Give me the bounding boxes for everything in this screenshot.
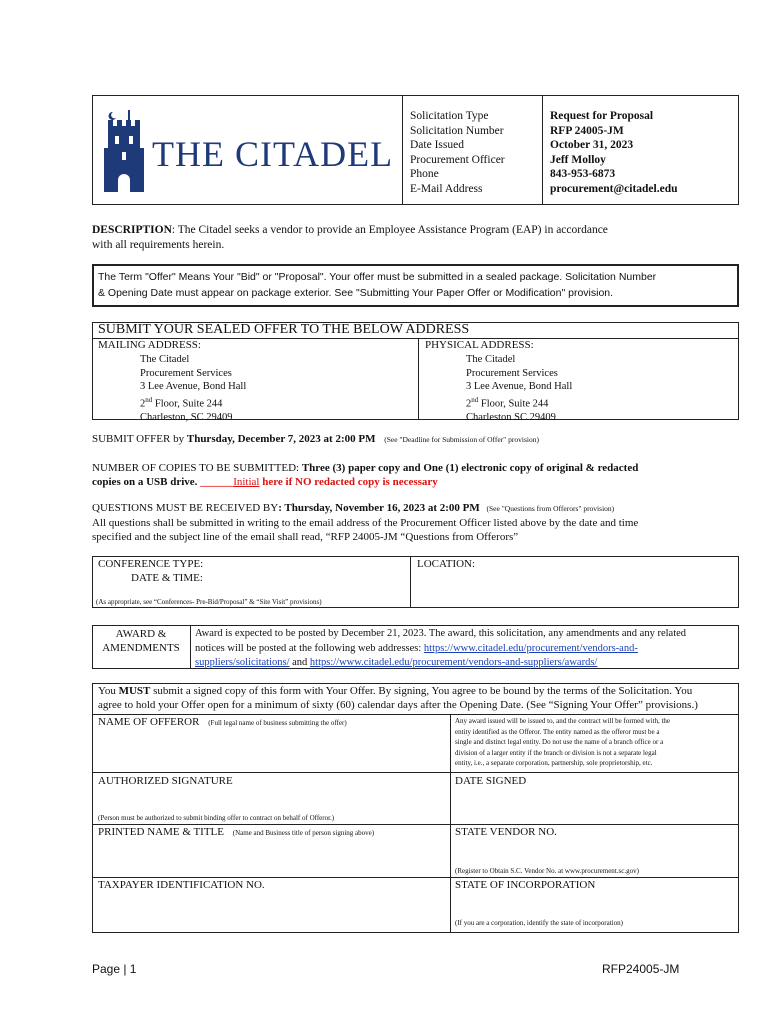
physical-line: 3 Lee Avenue, Bond Hall (466, 381, 573, 392)
mailing-line (140, 394, 246, 411)
signing-line-d (92, 877, 739, 878)
signing-line2: agree to hold your Offer open for a minimum of sixty (60) calendar days after the Opening Date. (See “Signing Your Offer” provisions.) (98, 699, 698, 711)
physical-line (466, 394, 572, 411)
signing-line-c (92, 824, 739, 825)
header-divider-2 (542, 95, 543, 205)
printed-name-label: PRINTED NAME & TITLE (98, 826, 224, 838)
physical-line: Charleston SC 29409 (466, 411, 556, 423)
logo-text: THE CITADEL (152, 134, 394, 174)
citadel-logo (104, 108, 394, 192)
taxpayer-label: TAXPAYER IDENTIFICATION NO. (98, 879, 265, 891)
value-email: procurement@citadel.edu (550, 182, 678, 195)
initial-word: Initial (233, 476, 260, 488)
physical-address (466, 353, 572, 424)
conference-type-label: CONFERENCE TYPE: (98, 558, 204, 570)
award-entity-note-line: single and distinct legal entity. Do not use the name of a branch office or a (455, 738, 664, 746)
label-email: E-Mail Address (410, 182, 483, 195)
physical-line: The Citadel (466, 354, 516, 365)
conference-divider (410, 556, 411, 608)
floor-num: 2 (140, 398, 146, 409)
mailing-line: Charleston, SC 29409 (140, 411, 233, 423)
award-entity-note-line: division of a larger entity if the branch or division is not a separate legal (455, 748, 657, 757)
description (92, 223, 742, 253)
mailing-line: 3 Lee Avenue, Bond Hall (140, 381, 247, 392)
signing-pre: You (98, 685, 119, 697)
header-divider-1 (402, 95, 403, 205)
offer-note-line2: & Opening Date must appear on package exterior. See "Submitting Your Paper Offer or Modification" provision. (98, 287, 614, 299)
label-solicitation-type: Solicitation Type (410, 110, 489, 122)
header-values (550, 109, 678, 196)
name-of-offeror-label: NAME OF OFFEROR (98, 716, 200, 728)
award-entity-note-line: Any award issued will be issued to, and the contract will be formed with, the (455, 717, 671, 725)
location-field[interactable] (412, 572, 737, 606)
conference-date-label: DATE & TIME: (131, 572, 203, 584)
taxpayer-field[interactable] (94, 894, 448, 931)
mailing-label: MAILING ADDRESS: (98, 339, 201, 351)
description-text: : The Citadel seeks a vendor to provide an Employee Assistance Program (EAP) in accordance (171, 224, 608, 236)
mailing-line: The Citadel (140, 354, 190, 365)
printed-name (98, 826, 374, 838)
copies-bold2: copies on a USB drive. (92, 476, 198, 488)
submit-offer-prefix: SUBMIT OFFER by (92, 433, 187, 445)
date-signed-field[interactable] (452, 790, 737, 822)
mailing-address (140, 353, 246, 424)
copies-red-rest: here if NO redacted copy is necessary (259, 476, 438, 488)
value-procurement-officer: Jeff Molloy (550, 153, 606, 166)
label-phone: Phone (410, 168, 439, 180)
label-procurement-officer: Procurement Officer (410, 153, 505, 166)
floor-rest: Floor, Suite 244 (152, 398, 223, 409)
label-date-issued: Date Issued (410, 139, 464, 151)
offer-note-line1: The Term "Offer" Means Your "Bid" or "Proposal". Your offer must be submitted in a sealed package. Solicitation Number (98, 271, 657, 283)
authorized-note: (Person must be authorized to submit binding offer to contract on behalf of Offeror.) (98, 814, 335, 822)
physical-label: PHYSICAL ADDRESS: (425, 339, 534, 351)
address-title: SUBMIT YOUR SEALED OFFER TO THE BELOW ADDRESS (98, 322, 470, 337)
signing-post: submit a signed copy of this form with Your Offer. By signing, You agree to be bound by the terms of the Solicitation. You (150, 685, 693, 697)
value-solicitation-number: RFP 24005-JM (550, 124, 624, 137)
copies (92, 461, 638, 489)
state-vendor-note: (Register to Obtain S.C. Vendor No. at www.procurement.sc.gov) (455, 867, 639, 875)
award-text (195, 627, 686, 671)
award-and: and (289, 657, 310, 668)
value-solicitation-type: Request for Proposal (550, 110, 654, 122)
copies-bold1: Three (3) paper copy and One (1) electronic copy of original & redacted (301, 462, 639, 474)
conference-note: (As appropriate, see “Conferences- Pre-Bid/Proposal” & “Site Visit” provisions) (96, 598, 322, 606)
floor-sup: nd (145, 395, 153, 404)
value-phone: 843-953-6873 (550, 168, 616, 180)
floor-sup: nd (471, 395, 479, 404)
questions (92, 501, 638, 544)
description-label: DESCRIPTION (92, 224, 172, 236)
award-label-2: AMENDMENTS (102, 642, 180, 654)
floor-rest: Floor, Suite 244 (478, 398, 549, 409)
questions-prefix: QUESTIONS MUST BE RECEIVED BY (92, 502, 279, 514)
floor-num: 2 (466, 398, 472, 409)
page-number: Page | 1 (92, 962, 137, 976)
award-text-2: notices will be posted at the following web addresses: (195, 642, 424, 654)
name-of-offeror-note: (Full legal name of business submitting the offer) (208, 719, 347, 727)
mailing-line: Procurement Services (140, 367, 232, 379)
solicitations-link-cont[interactable]: suppliers/solicitations/ (195, 657, 290, 668)
awards-link[interactable]: https://www.citadel.edu/procurement/vendors-and-suppliers/awards/ (309, 657, 598, 668)
label-solicitation-number: Solicitation Number (410, 124, 504, 137)
signing-line-b (92, 772, 739, 773)
description-text-2: with all requirements herein. (92, 239, 225, 251)
value-date-issued: October 31, 2023 (550, 139, 634, 151)
incorporation-field[interactable] (452, 894, 737, 916)
physical-line: Procurement Services (466, 367, 558, 379)
submit-offer-date: Thursday, December 7, 2023 at 2:00 PM (186, 433, 376, 445)
citadel-tower-icon (104, 108, 144, 192)
signing-line-a (92, 714, 739, 715)
date-signed-label: DATE SIGNED (455, 775, 527, 787)
signing-must: MUST (118, 685, 151, 697)
submit-offer-note: (See "Deadline for Submission of Offer" provision) (384, 435, 539, 444)
state-vendor-field[interactable] (452, 842, 737, 864)
address-divider (418, 338, 419, 420)
questions-line3: specified and the subject line of the email shall read, “RFP 24005-JM “Questions from Offerors” (92, 531, 519, 543)
state-vendor-label: STATE VENDOR NO. (455, 826, 557, 838)
award-text-1: Award is expected to be posted by December 21, 2023. The award, this solicitation, any amendments and any related (195, 628, 687, 639)
incorporation-note: (If you are a corporation, identify the state of incorporation) (455, 919, 623, 927)
printed-name-note: (Name and Business title of person signing above) (232, 829, 375, 837)
offeror-name-field[interactable] (94, 732, 448, 770)
printed-name-field[interactable] (94, 842, 448, 875)
header-labels (410, 109, 505, 196)
submit-offer (92, 433, 539, 445)
award-entity-note-line: entity identified as the Offeror. The entity named as the offeror must be a (455, 727, 660, 736)
questions-note: (See "Questions from Offerors" provision) (486, 504, 615, 513)
signing-text (98, 684, 698, 712)
authorized-signature-label: AUTHORIZED SIGNATURE (98, 775, 233, 787)
incorporation-label: STATE OF INCORPORATION (455, 879, 596, 891)
award-label (92, 627, 190, 655)
solicitations-link[interactable]: https://www.citadel.edu/procurement/vendors-and- (423, 642, 638, 654)
copies-prefix: NUMBER OF COPIES TO BE SUBMITTED: (92, 462, 302, 474)
award-entity-note (455, 716, 670, 769)
award-label-1: AWARD & (115, 628, 167, 640)
award-divider (190, 625, 191, 669)
location-label: LOCATION: (417, 558, 476, 570)
authorized-signature-field[interactable] (94, 790, 448, 812)
offer-note (98, 269, 738, 301)
questions-date: : Thursday, November 16, 2023 at 2:00 PM (278, 502, 480, 514)
name-of-offeror (98, 716, 347, 728)
questions-line2: All questions shall be submitted in writing to the email address of the Procurement Officer listed above by the date and time (92, 517, 639, 529)
initial-blank[interactable]: ______ (200, 476, 234, 488)
footer-ref: RFP24005-JM (602, 962, 680, 976)
award-entity-note-line: entity, i.e., a separate corporation, partnership, sole proprietorship, etc. (455, 759, 653, 767)
